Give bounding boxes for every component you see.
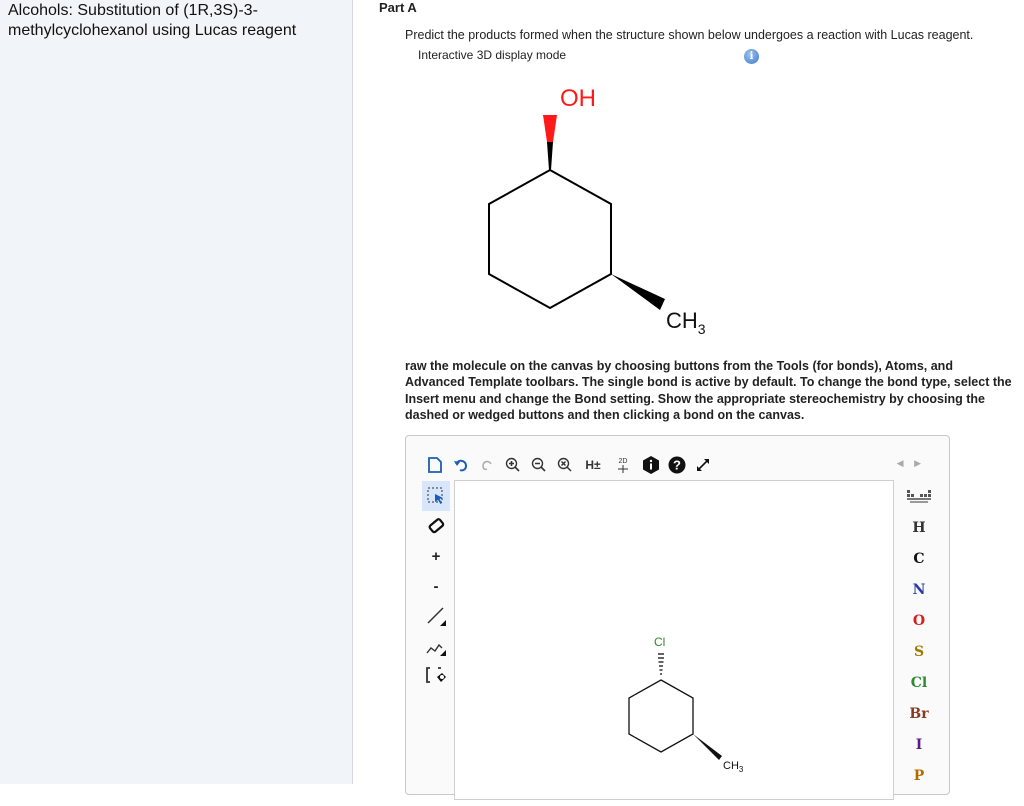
info-icon[interactable]: i <box>744 49 759 64</box>
ch3-label: $CH_3$ <box>666 308 706 337</box>
left-toolbar <box>422 481 452 691</box>
canvas-ch3-label: $CH_3$ <box>723 760 744 774</box>
fullscreen-icon[interactable] <box>692 454 714 476</box>
help-icon[interactable] <box>666 454 688 476</box>
canvas-structure <box>455 481 895 801</box>
svg-text:?: ? <box>673 457 681 473</box>
atom-button-c[interactable]: C <box>913 550 925 567</box>
chain-tool-icon[interactable] <box>422 631 450 661</box>
display-mode-label[interactable]: Interactive 3D display mode <box>418 48 567 62</box>
molecule-editor <box>405 435 950 795</box>
reactant-structure <box>454 70 734 340</box>
periodic-table-icon[interactable] <box>899 481 939 512</box>
oh-label: OH <box>560 85 596 112</box>
oh-wedge <box>543 115 557 142</box>
atom-button-p[interactable]: P <box>913 767 925 784</box>
atoms-toolbar <box>899 481 939 791</box>
part-label: Part A <box>379 0 417 15</box>
single-bond-icon[interactable] <box>422 601 450 631</box>
main-panel <box>354 0 1024 784</box>
new-document-icon[interactable] <box>424 454 446 476</box>
redo-icon[interactable] <box>476 454 498 476</box>
clean-2d-button[interactable] <box>610 454 636 476</box>
zoom-out-icon[interactable] <box>528 454 550 476</box>
instructions-text: raw the molecule on the canvas by choosing buttons from the Tools (for bonds), Atoms, and Advanced Template toolbars. The single bond is active by default. To change the bond type, select the Insert menu and change the Bond setting. Show the appropriate stereochemistry by choosing the dashed or wedged buttons and then clicking a bond on the canvas. <box>405 359 1012 422</box>
canvas-cl-label: Cl <box>654 635 666 649</box>
info-hexagon-icon[interactable] <box>640 454 662 476</box>
clear-zoom-icon[interactable] <box>554 454 576 476</box>
zoom-in-icon[interactable] <box>502 454 524 476</box>
cyclohexane-ring <box>489 170 611 308</box>
atom-button-o[interactable]: O <box>912 612 926 629</box>
drawing-canvas[interactable] <box>454 480 894 800</box>
atom-button-i[interactable]: I <box>915 736 923 753</box>
atom-button-n[interactable]: N <box>912 581 926 598</box>
charge-minus-button[interactable]: - <box>433 577 439 595</box>
oh-wedge-base <box>547 142 553 170</box>
undo-icon[interactable] <box>450 454 472 476</box>
atom-button-s[interactable]: S <box>913 643 925 660</box>
canvas-ring <box>629 680 693 752</box>
hydrogen-toggle-button[interactable]: H± <box>585 458 601 472</box>
clean-2d-label: 2D <box>618 457 628 465</box>
ch3-wedge <box>611 274 665 310</box>
eraser-icon[interactable] <box>422 511 450 541</box>
atom-button-h[interactable]: H <box>912 519 926 536</box>
atom-button-br[interactable]: Br <box>909 705 929 722</box>
editor-toolbar <box>424 453 718 477</box>
canvas-ch3-wedge <box>693 734 722 760</box>
template-tool-icon[interactable] <box>422 661 450 691</box>
charge-plus-button[interactable]: + <box>431 547 441 565</box>
toolbar-scroll-arrows[interactable]: ◀ ▶ <box>896 458 925 468</box>
question-prompt: Predict the products formed when the structure shown below undergoes a reaction with Lucas reagent. <box>405 28 974 42</box>
canvas-hashed-bond <box>658 654 664 674</box>
sidebar <box>0 0 353 784</box>
selection-tool-icon[interactable] <box>422 481 450 511</box>
problem-title: Alcohols: Substitution of (1R,3S)-3-methylcyclohexanol using Lucas reagent <box>8 2 297 39</box>
atom-button-cl[interactable]: Cl <box>910 674 928 691</box>
